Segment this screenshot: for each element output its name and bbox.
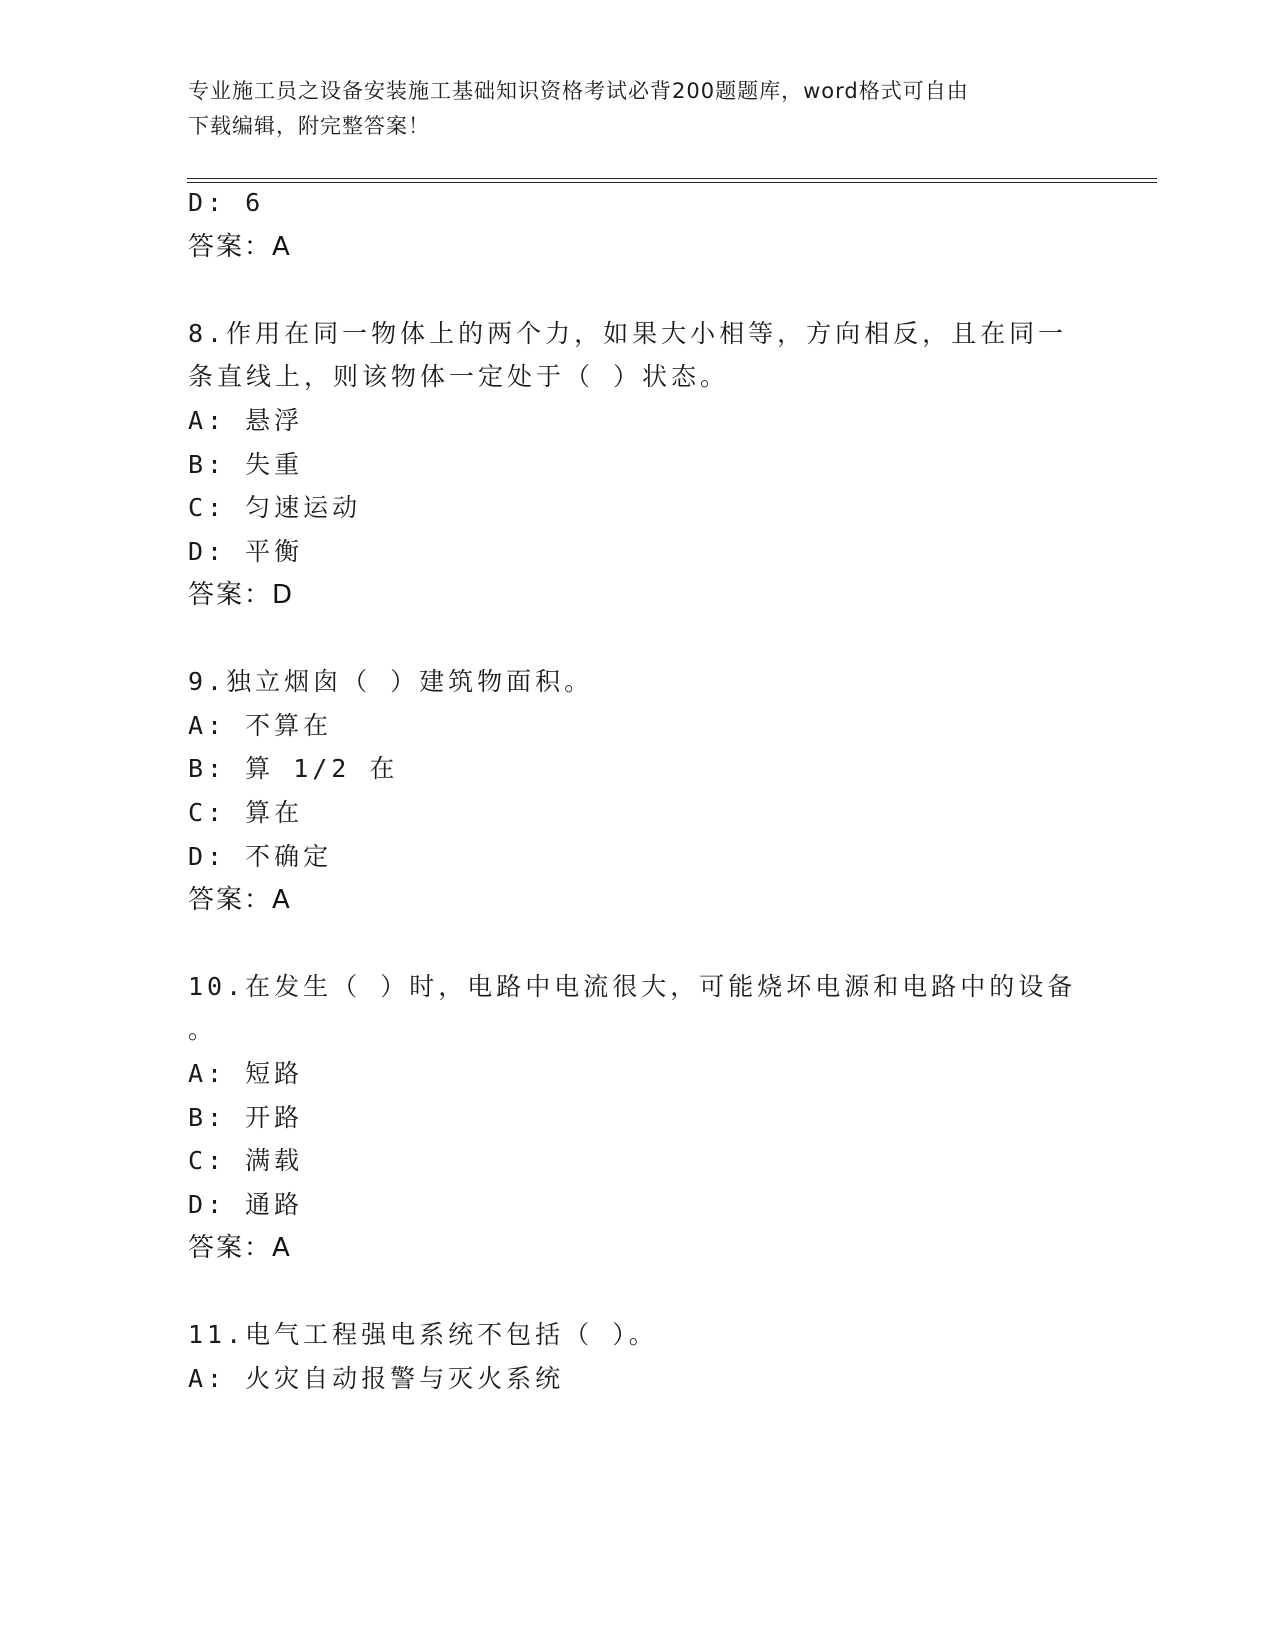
q8-stem-line-1: 8.作用在同一物体上的两个力，如果大小相等，方向相反，且在同一 [188, 319, 1068, 348]
q10-stem-line-1: 10.在发生（ ）时，电路中电流很大，可能烧坏电源和电路中的设备 [188, 972, 1077, 1001]
q8-option-c: C: 匀速运动 [188, 493, 362, 522]
q8-option-b: B: 失重 [188, 450, 304, 479]
q9-answer: 答案：A [188, 885, 292, 915]
q8-option-d: D: 平衡 [188, 537, 304, 566]
q8-option-a: A: 悬浮 [188, 406, 304, 435]
q10-answer: 答案：A [188, 1233, 292, 1263]
q11-stem: 11.电气工程强电系统不包括（ ）。 [188, 1320, 658, 1349]
header-divider [187, 178, 1157, 183]
q10-option-d: D: 通路 [188, 1190, 304, 1219]
q9-option-b: B: 算 1/2 在 [188, 754, 399, 783]
header-title-line-1: 专业施工员之设备安装施工基础知识资格考试必背200题题库，word格式可自由 [188, 79, 969, 103]
q10-option-c: C: 满载 [188, 1146, 304, 1175]
q7-option-d: D: 6 [188, 188, 265, 217]
q10-stem-line-2: 。 [188, 1015, 218, 1044]
q9-stem: 9.独立烟囱（ ）建筑物面积。 [188, 667, 594, 696]
q7-answer: 答案：A [188, 232, 292, 262]
q9-option-c: C: 算在 [188, 798, 304, 827]
q8-stem-line-2: 条直线上，则该物体一定处于（ ）状态。 [188, 362, 730, 391]
q10-option-a: A: 短路 [188, 1059, 304, 1088]
q10-option-b: B: 开路 [188, 1103, 304, 1132]
q9-option-d: D: 不确定 [188, 842, 333, 871]
q11-option-a: A: 火灾自动报警与灭火系统 [188, 1364, 565, 1393]
q9-option-a: A: 不算在 [188, 711, 333, 740]
document-header [188, 74, 1068, 144]
header-title-line-2: 下载编辑，附完整答案！ [188, 114, 430, 138]
q8-answer: 答案：D [188, 580, 295, 610]
